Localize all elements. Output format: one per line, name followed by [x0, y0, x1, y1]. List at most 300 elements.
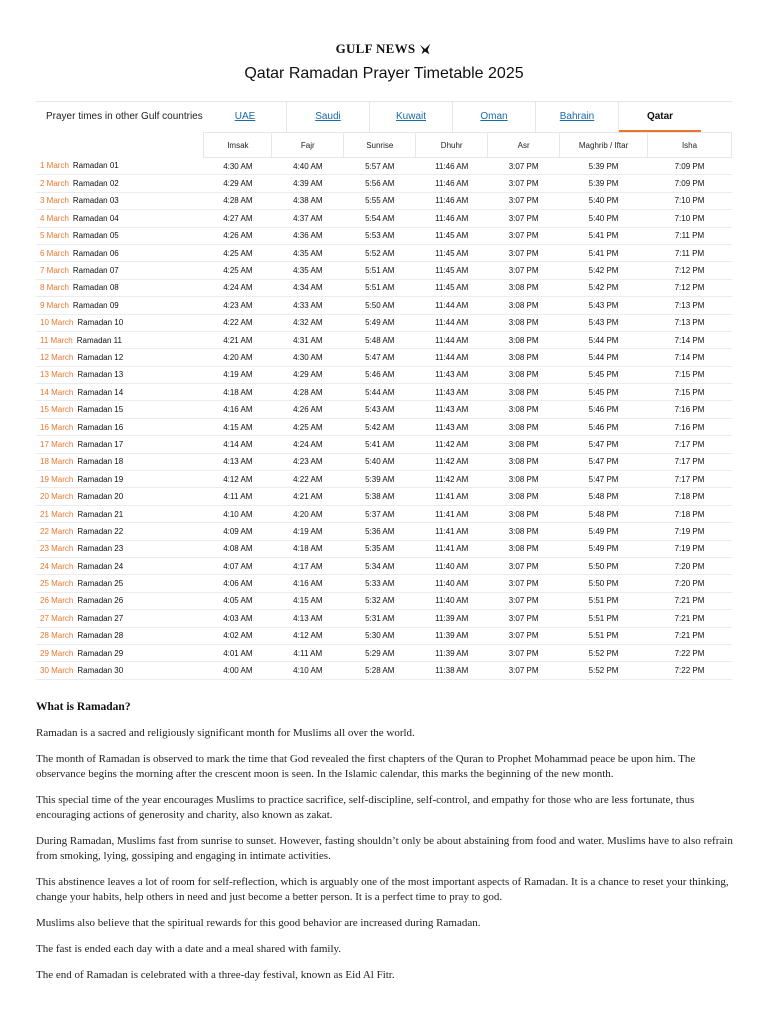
asr-time: 3:08 PM — [488, 436, 560, 453]
table-row — [36, 627, 732, 644]
maghrib-time: 5:46 PM — [560, 401, 648, 418]
sunrise-time: 5:57 AM — [344, 158, 416, 175]
sunrise-time: 5:50 AM — [344, 297, 416, 314]
header-isha: Isha — [648, 133, 732, 158]
dhuhr-time: 11:42 AM — [416, 453, 488, 470]
article-paragraph: This abstinence leaves a lot of room for self-reflection, which is arguably one of the most important aspects of Ramadan. It is a chance to reset your thinking, change your habits, help others in need and just become a better person. It is a perfect time to pray to god. — [36, 876, 729, 903]
falcon-icon — [418, 42, 432, 56]
sunrise-time: 5:38 AM — [344, 488, 416, 505]
article-paragraph: This special time of the year encourages Muslims to practice sacrifice, self-discipline, self-control, and empathy for those who are less fortunate, thus encouraging actions of generosity and charity, also known as zakat. — [36, 794, 695, 821]
gregorian-date: 18 March — [40, 457, 74, 467]
fajr-time: 4:21 AM — [272, 488, 344, 505]
ramadan-day: Ramadan 15 — [77, 405, 124, 415]
sunrise-time: 5:28 AM — [344, 662, 416, 679]
maghrib-time: 5:49 PM — [560, 540, 648, 557]
imsak-time: 4:00 AM — [204, 662, 272, 679]
sunrise-time: 5:49 AM — [344, 314, 416, 331]
imsak-time: 4:20 AM — [204, 349, 272, 366]
dhuhr-time: 11:41 AM — [416, 540, 488, 557]
imsak-time: 4:03 AM — [204, 610, 272, 627]
isha-time: 7:20 PM — [648, 575, 732, 592]
fajr-time: 4:31 AM — [272, 331, 344, 348]
sunrise-time: 5:55 AM — [344, 192, 416, 209]
asr-time: 3:08 PM — [488, 349, 560, 366]
table-row — [36, 227, 732, 244]
sunrise-time: 5:47 AM — [344, 349, 416, 366]
sunrise-time: 5:51 AM — [344, 262, 416, 279]
sunrise-time: 5:34 AM — [344, 557, 416, 574]
asr-time: 3:08 PM — [488, 297, 560, 314]
tab-bahrain[interactable]: Bahrain — [536, 102, 619, 132]
maghrib-time: 5:39 PM — [560, 175, 648, 192]
imsak-time: 4:08 AM — [204, 540, 272, 557]
date-cell — [36, 505, 204, 522]
gregorian-date: 5 March — [40, 231, 69, 241]
isha-time: 7:10 PM — [648, 192, 732, 209]
table-row — [36, 540, 732, 557]
fajr-time: 4:28 AM — [272, 384, 344, 401]
date-cell — [36, 262, 204, 279]
fajr-time: 4:35 AM — [272, 262, 344, 279]
table-row — [36, 557, 732, 574]
article-heading: What is Ramadan? — [36, 701, 131, 713]
date-cell — [36, 314, 204, 331]
imsak-time: 4:01 AM — [204, 644, 272, 661]
article-paragraph: Ramadan is a sacred and religiously significant month for Muslims all over the world. — [36, 727, 415, 739]
fajr-time: 4:11 AM — [272, 644, 344, 661]
gregorian-date: 30 March — [40, 666, 74, 676]
table-row — [36, 644, 732, 661]
ramadan-day: Ramadan 29 — [77, 648, 124, 658]
gregorian-date: 29 March — [40, 648, 74, 658]
dhuhr-time: 11:45 AM — [416, 244, 488, 261]
dhuhr-time: 11:39 AM — [416, 627, 488, 644]
imsak-time: 4:29 AM — [204, 175, 272, 192]
dhuhr-time: 11:39 AM — [416, 644, 488, 661]
imsak-time: 4:18 AM — [204, 384, 272, 401]
date-cell — [36, 227, 204, 244]
fajr-time: 4:23 AM — [272, 453, 344, 470]
asr-time: 3:08 PM — [488, 384, 560, 401]
imsak-time: 4:11 AM — [204, 488, 272, 505]
fajr-time: 4:34 AM — [272, 279, 344, 296]
date-cell — [36, 210, 204, 227]
date-cell — [36, 627, 204, 644]
date-cell — [36, 175, 204, 192]
date-cell — [36, 540, 204, 557]
ramadan-day: Ramadan 28 — [77, 631, 124, 641]
maghrib-time: 5:42 PM — [560, 262, 648, 279]
date-cell — [36, 523, 204, 540]
table-row — [36, 262, 732, 279]
ramadan-day: Ramadan 26 — [77, 596, 124, 606]
gregorian-date: 7 March — [40, 266, 69, 276]
gregorian-date: 3 March — [40, 196, 69, 206]
sunrise-time: 5:37 AM — [344, 505, 416, 522]
imsak-time: 4:10 AM — [204, 505, 272, 522]
header-fajr: Fajr — [272, 133, 344, 158]
dhuhr-time: 11:41 AM — [416, 523, 488, 540]
asr-time: 3:08 PM — [488, 523, 560, 540]
table-row — [36, 349, 732, 366]
ramadan-day: Ramadan 17 — [77, 439, 124, 449]
asr-time: 3:07 PM — [488, 627, 560, 644]
tab-kuwait[interactable]: Kuwait — [370, 102, 453, 132]
isha-time: 7:14 PM — [648, 331, 732, 348]
dhuhr-time: 11:42 AM — [416, 436, 488, 453]
dhuhr-time: 11:38 AM — [416, 662, 488, 679]
date-cell — [36, 401, 204, 418]
dhuhr-time: 11:40 AM — [416, 557, 488, 574]
isha-time: 7:18 PM — [648, 505, 732, 522]
date-cell — [36, 349, 204, 366]
dhuhr-time: 11:45 AM — [416, 279, 488, 296]
maghrib-time: 5:50 PM — [560, 575, 648, 592]
gregorian-date: 21 March — [40, 509, 74, 519]
table-row — [36, 505, 732, 522]
maghrib-time: 5:45 PM — [560, 384, 648, 401]
fajr-time: 4:12 AM — [272, 627, 344, 644]
maghrib-time: 5:41 PM — [560, 227, 648, 244]
sunrise-time: 5:44 AM — [344, 384, 416, 401]
table-row — [36, 366, 732, 383]
sunrise-time: 5:30 AM — [344, 627, 416, 644]
asr-time: 3:07 PM — [488, 662, 560, 679]
imsak-time: 4:02 AM — [204, 627, 272, 644]
imsak-time: 4:16 AM — [204, 401, 272, 418]
date-cell — [36, 331, 204, 348]
ramadan-day: Ramadan 27 — [77, 613, 124, 623]
article-paragraph: Muslims also believe that the spiritual rewards for this good behavior are increased during Ramadan. — [36, 917, 481, 929]
asr-time: 3:07 PM — [488, 244, 560, 261]
isha-time: 7:16 PM — [648, 401, 732, 418]
ramadan-day: Ramadan 21 — [77, 509, 124, 519]
imsak-time: 4:15 AM — [204, 418, 272, 435]
sunrise-time: 5:53 AM — [344, 227, 416, 244]
ramadan-day: Ramadan 13 — [77, 370, 124, 380]
ramadan-day: Ramadan 16 — [77, 422, 124, 432]
gregorian-date: 17 March — [40, 439, 74, 449]
date-cell — [36, 471, 204, 488]
maghrib-time: 5:51 PM — [560, 610, 648, 627]
table-row — [36, 610, 732, 627]
sunrise-time: 5:29 AM — [344, 644, 416, 661]
article-paragraph: The end of Ramadan is celebrated with a three-day festival, known as Eid Al Fitr. — [36, 969, 395, 981]
fajr-time: 4:36 AM — [272, 227, 344, 244]
date-cell — [36, 644, 204, 661]
ramadan-day: Ramadan 09 — [72, 300, 119, 310]
imsak-time: 4:30 AM — [204, 158, 272, 175]
imsak-time: 4:28 AM — [204, 192, 272, 209]
maghrib-time: 5:39 PM — [560, 158, 648, 175]
table-row — [36, 436, 732, 453]
maghrib-time: 5:41 PM — [560, 244, 648, 261]
header-sunrise: Sunrise — [344, 133, 416, 158]
imsak-time: 4:22 AM — [204, 314, 272, 331]
dhuhr-time: 11:46 AM — [416, 158, 488, 175]
ramadan-day: Ramadan 05 — [72, 231, 119, 241]
fajr-time: 4:26 AM — [272, 401, 344, 418]
isha-time: 7:20 PM — [648, 557, 732, 574]
dhuhr-time: 11:41 AM — [416, 488, 488, 505]
table-row — [36, 471, 732, 488]
isha-time: 7:13 PM — [648, 297, 732, 314]
asr-time: 3:08 PM — [488, 314, 560, 331]
table-row — [36, 488, 732, 505]
article-paragraph: During Ramadan, Muslims fast from sunrise to sunset. However, fasting shouldn’t only be about abstaining from food and water. Muslims have to also refrain from smoking, lying, gossiping and engaging in intimate activities. — [36, 835, 733, 862]
ramadan-day: Ramadan 18 — [77, 457, 124, 467]
tab-uae[interactable]: UAE — [204, 102, 287, 132]
table-row — [36, 592, 732, 609]
maghrib-time: 5:51 PM — [560, 592, 648, 609]
maghrib-time: 5:44 PM — [560, 331, 648, 348]
asr-time: 3:07 PM — [488, 610, 560, 627]
ramadan-day: Ramadan 08 — [72, 283, 119, 293]
date-cell — [36, 366, 204, 383]
asr-time: 3:08 PM — [488, 505, 560, 522]
gregorian-date: 10 March — [40, 318, 74, 328]
table-row — [36, 384, 732, 401]
sunrise-time: 5:32 AM — [344, 592, 416, 609]
gregorian-date: 23 March — [40, 544, 74, 554]
date-cell — [36, 384, 204, 401]
table-row — [36, 418, 732, 435]
imsak-time: 4:13 AM — [204, 453, 272, 470]
asr-time: 3:07 PM — [488, 227, 560, 244]
gregorian-date: 1 March — [40, 161, 69, 171]
isha-time: 7:21 PM — [648, 592, 732, 609]
isha-time: 7:14 PM — [648, 349, 732, 366]
asr-time: 3:08 PM — [488, 540, 560, 557]
isha-time: 7:21 PM — [648, 610, 732, 627]
imsak-time: 4:06 AM — [204, 575, 272, 592]
gregorian-date: 13 March — [40, 370, 74, 380]
imsak-time: 4:27 AM — [204, 210, 272, 227]
dhuhr-time: 11:46 AM — [416, 175, 488, 192]
isha-time: 7:13 PM — [648, 314, 732, 331]
table-row — [36, 331, 732, 348]
gregorian-date: 20 March — [40, 492, 74, 502]
asr-time: 3:07 PM — [488, 175, 560, 192]
gregorian-date: 15 March — [40, 405, 74, 415]
dhuhr-time: 11:42 AM — [416, 471, 488, 488]
table-row — [36, 192, 732, 209]
ramadan-day: Ramadan 03 — [72, 196, 119, 206]
ramadan-day: Ramadan 01 — [72, 161, 119, 171]
maghrib-time: 5:48 PM — [560, 488, 648, 505]
fajr-time: 4:37 AM — [272, 210, 344, 227]
date-cell — [36, 244, 204, 261]
isha-time: 7:17 PM — [648, 471, 732, 488]
page-title: Qatar Ramadan Prayer Timetable 2025 — [244, 65, 524, 82]
maghrib-time: 5:48 PM — [560, 505, 648, 522]
sunrise-time: 5:43 AM — [344, 401, 416, 418]
isha-time: 7:15 PM — [648, 384, 732, 401]
maghrib-time: 5:47 PM — [560, 436, 648, 453]
gregorian-date: 8 March — [40, 283, 69, 293]
ramadan-day: Ramadan 04 — [72, 213, 119, 223]
fajr-time: 4:22 AM — [272, 471, 344, 488]
date-cell — [36, 453, 204, 470]
gulf-news-logo[interactable] — [336, 41, 433, 57]
table-row — [36, 662, 732, 679]
table-row — [36, 314, 732, 331]
isha-time: 7:10 PM — [648, 210, 732, 227]
maghrib-time: 5:43 PM — [560, 314, 648, 331]
maghrib-time: 5:49 PM — [560, 523, 648, 540]
asr-time: 3:08 PM — [488, 453, 560, 470]
fajr-time: 4:10 AM — [272, 662, 344, 679]
imsak-time: 4:23 AM — [204, 297, 272, 314]
sunrise-time: 5:40 AM — [344, 453, 416, 470]
fajr-time: 4:39 AM — [272, 175, 344, 192]
page-header — [0, 0, 768, 83]
ramadan-day: Ramadan 30 — [77, 666, 124, 676]
gregorian-date: 22 March — [40, 526, 74, 536]
header-imsak: Imsak — [204, 133, 272, 158]
country-tabs — [36, 101, 732, 132]
dhuhr-time: 11:43 AM — [416, 401, 488, 418]
fajr-time: 4:13 AM — [272, 610, 344, 627]
fajr-time: 4:32 AM — [272, 314, 344, 331]
ramadan-day: Ramadan 24 — [77, 561, 124, 571]
asr-time: 3:07 PM — [488, 575, 560, 592]
imsak-time: 4:25 AM — [204, 262, 272, 279]
fajr-time: 4:15 AM — [272, 592, 344, 609]
tab-oman[interactable]: Oman — [453, 102, 536, 132]
tab-saudi[interactable]: Saudi — [287, 102, 370, 132]
isha-time: 7:09 PM — [648, 175, 732, 192]
table-row — [36, 401, 732, 418]
asr-time: 3:08 PM — [488, 331, 560, 348]
sunrise-time: 5:39 AM — [344, 471, 416, 488]
header-dhuhr: Dhuhr — [416, 133, 488, 158]
asr-time: 3:07 PM — [488, 192, 560, 209]
dhuhr-time: 11:43 AM — [416, 384, 488, 401]
dhuhr-time: 11:45 AM — [416, 227, 488, 244]
fajr-time: 4:33 AM — [272, 297, 344, 314]
tabs-label: Prayer times in other Gulf countries — [46, 111, 203, 122]
asr-time: 3:08 PM — [488, 279, 560, 296]
imsak-time: 4:05 AM — [204, 592, 272, 609]
imsak-time: 4:09 AM — [204, 523, 272, 540]
asr-time: 3:07 PM — [488, 592, 560, 609]
asr-time: 3:07 PM — [488, 262, 560, 279]
ramadan-day: Ramadan 11 — [76, 335, 122, 345]
sunrise-time: 5:48 AM — [344, 331, 416, 348]
asr-time: 3:08 PM — [488, 488, 560, 505]
dhuhr-time: 11:40 AM — [416, 575, 488, 592]
dhuhr-time: 11:41 AM — [416, 505, 488, 522]
gregorian-date: 2 March — [40, 179, 69, 189]
sunrise-time: 5:56 AM — [344, 175, 416, 192]
dhuhr-time: 11:40 AM — [416, 592, 488, 609]
fajr-time: 4:38 AM — [272, 192, 344, 209]
table-row — [36, 244, 732, 261]
sunrise-time: 5:31 AM — [344, 610, 416, 627]
maghrib-time: 5:52 PM — [560, 662, 648, 679]
asr-time: 3:07 PM — [488, 210, 560, 227]
gregorian-date: 27 March — [40, 613, 74, 623]
date-cell — [36, 158, 204, 175]
dhuhr-time: 11:44 AM — [416, 331, 488, 348]
sunrise-time: 5:35 AM — [344, 540, 416, 557]
ramadan-day: Ramadan 20 — [77, 492, 124, 502]
imsak-time: 4:12 AM — [204, 471, 272, 488]
sunrise-time: 5:52 AM — [344, 244, 416, 261]
isha-time: 7:09 PM — [648, 158, 732, 175]
maghrib-time: 5:52 PM — [560, 644, 648, 661]
maghrib-time: 5:50 PM — [560, 557, 648, 574]
tab-qatar[interactable]: Qatar — [619, 102, 701, 132]
maghrib-time: 5:42 PM — [560, 279, 648, 296]
imsak-time: 4:14 AM — [204, 436, 272, 453]
article — [36, 700, 736, 994]
imsak-time: 4:25 AM — [204, 244, 272, 261]
isha-time: 7:11 PM — [648, 227, 732, 244]
asr-time: 3:07 PM — [488, 557, 560, 574]
isha-time: 7:12 PM — [648, 262, 732, 279]
ramadan-day: Ramadan 07 — [72, 266, 119, 276]
date-cell — [36, 557, 204, 574]
fajr-time: 4:25 AM — [272, 418, 344, 435]
ramadan-day: Ramadan 14 — [77, 387, 124, 397]
gregorian-date: 26 March — [40, 596, 74, 606]
table-row — [36, 175, 732, 192]
isha-time: 7:19 PM — [648, 523, 732, 540]
fajr-time: 4:24 AM — [272, 436, 344, 453]
maghrib-time: 5:44 PM — [560, 349, 648, 366]
ramadan-day: Ramadan 10 — [77, 318, 124, 328]
header-maghrib: Maghrib / Iftar — [560, 133, 648, 158]
date-cell — [36, 436, 204, 453]
imsak-time: 4:24 AM — [204, 279, 272, 296]
gregorian-date: 6 March — [40, 248, 69, 258]
dhuhr-time: 11:44 AM — [416, 297, 488, 314]
fajr-time: 4:17 AM — [272, 557, 344, 574]
fajr-time: 4:30 AM — [272, 349, 344, 366]
maghrib-time: 5:51 PM — [560, 627, 648, 644]
ramadan-day: Ramadan 19 — [77, 474, 124, 484]
fajr-time: 4:40 AM — [272, 158, 344, 175]
logo-text: GULF NEWS — [335, 41, 416, 56]
dhuhr-time: 11:44 AM — [416, 349, 488, 366]
fajr-time: 4:16 AM — [272, 575, 344, 592]
ramadan-day: Ramadan 02 — [72, 179, 119, 189]
table-row — [36, 575, 732, 592]
fajr-time: 4:35 AM — [272, 244, 344, 261]
sunrise-time: 5:36 AM — [344, 523, 416, 540]
date-cell — [36, 418, 204, 435]
table-row — [36, 158, 732, 175]
date-cell — [36, 662, 204, 679]
gregorian-date: 9 March — [40, 300, 69, 310]
maghrib-time: 5:45 PM — [560, 366, 648, 383]
maghrib-time: 5:47 PM — [560, 453, 648, 470]
asr-time: 3:07 PM — [488, 644, 560, 661]
gregorian-date: 12 March — [40, 352, 74, 362]
article-paragraph: The fast is ended each day with a date and a meal shared with family. — [36, 943, 342, 955]
gregorian-date: 25 March — [40, 579, 74, 589]
imsak-time: 4:19 AM — [204, 366, 272, 383]
isha-time: 7:15 PM — [648, 366, 732, 383]
table-row — [36, 279, 732, 296]
table-row — [36, 210, 732, 227]
isha-time: 7:19 PM — [648, 540, 732, 557]
date-cell — [36, 279, 204, 296]
ramadan-day: Ramadan 25 — [77, 579, 124, 589]
gregorian-date: 19 March — [40, 474, 74, 484]
